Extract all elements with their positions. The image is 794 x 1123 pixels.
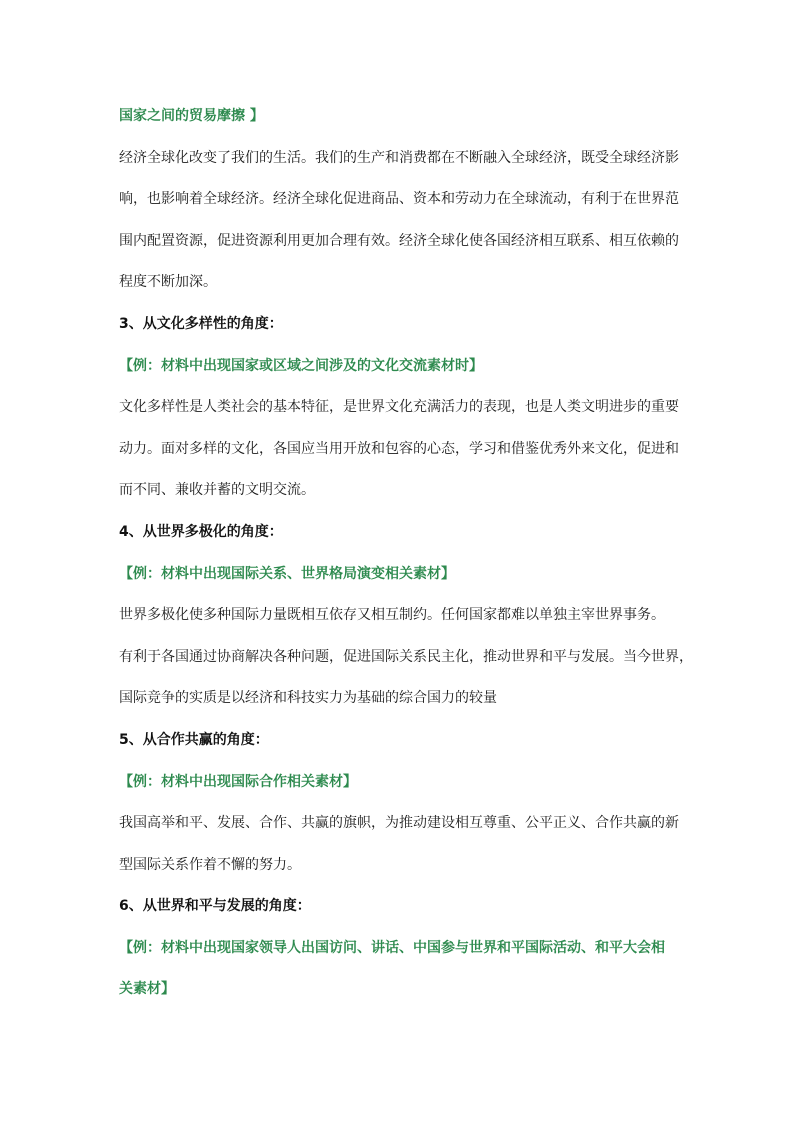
section-heading-win-win-cooperation: 5、从合作共赢的角度：	[119, 731, 269, 748]
paragraph-cooperation-line-1: 我国高举和平、发展、合作、共赢的旗帜，为推动建设相互尊重、公平正义、合作共赢的新	[119, 815, 679, 832]
paragraph-culture-line-1: 文化多样性是人类社会的基本特征，是世界文化充满活力的表现，也是人类文明进步的重要	[119, 399, 679, 416]
example-bracket-international-cooperation: 【例：材料中出现国际合作相关素材】	[119, 773, 357, 790]
document-body	[119, 104, 693, 1019]
paragraph-globalization-line-4: 程度不断加深。	[119, 274, 217, 291]
section-heading-multipolarity: 4、从世界多极化的角度：	[119, 523, 283, 540]
paragraph-globalization-line-2: 响，也影响着全球经济。经济全球化促进商品、资本和劳动力在全球流动，有利于在世界范	[119, 191, 679, 208]
paragraph-culture-line-3: 而不同、兼收并蓄的文明交流。	[119, 482, 315, 499]
example-bracket-peace-activities-line-2: 关素材】	[119, 981, 175, 998]
paragraph-cooperation-line-2: 型国际关系作着不懈的努力。	[119, 856, 301, 873]
paragraph-culture-line-2: 动力。面对多样的文化，各国应当用开放和包容的心态，学习和借鉴优秀外来文化，促进和	[119, 440, 679, 457]
section-heading-peace-development: 6、从世界和平与发展的角度：	[119, 898, 311, 915]
example-bracket-peace-activities-line-1: 【例：材料中出现国家领导人出国访问、讲话、中国参与世界和平国际活动、和平大会相	[119, 939, 665, 956]
example-bracket-world-pattern: 【例：材料中出现国际关系、世界格局演变相关素材】	[119, 565, 455, 582]
paragraph-globalization-line-3: 围内配置资源，促进资源利用更加合理有效。经济全球化使各国经济相互联系、相互依赖的	[119, 232, 679, 249]
section-heading-cultural-diversity: 3、从文化多样性的角度：	[119, 315, 283, 332]
example-bracket-trade-friction: 国家之间的贸易摩擦 】	[119, 108, 264, 124]
example-bracket-cultural-exchange: 【例：材料中出现国家或区域之间涉及的文化交流素材时】	[119, 357, 483, 374]
paragraph-multipolarity-line-3: 国际竞争的实质是以经济和科技实力为基础的综合国力的较量	[119, 690, 497, 707]
paragraph-globalization-line-1: 经济全球化改变了我们的生活。我们的生产和消费都在不断融入全球经济，既受全球经济影	[119, 149, 679, 166]
paragraph-multipolarity-line-1: 世界多极化使多种国际力量既相互依存又相互制约。任何国家都难以单独主宰世界事务。	[119, 607, 665, 624]
paragraph-multipolarity-line-2: 有利于各国通过协商解决各种问题，促进国际关系民主化，推动世界和平与发展。当今世界，	[119, 648, 693, 665]
